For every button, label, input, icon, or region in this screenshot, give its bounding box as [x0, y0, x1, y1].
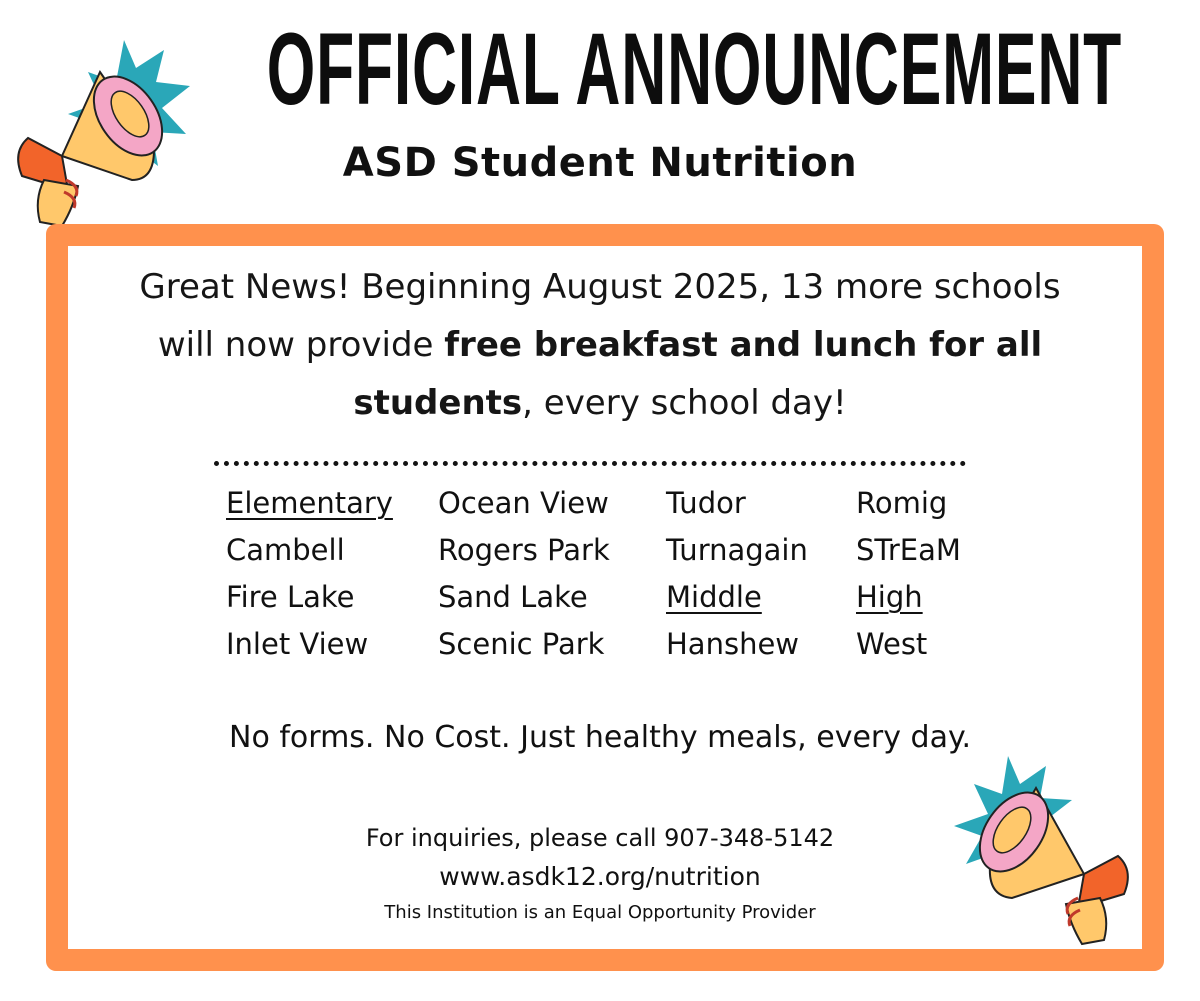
school-name: Rogers Park: [438, 533, 610, 567]
equal-opportunity-statement: This Institution is an Equal Opportunity Provider: [384, 902, 816, 923]
school-name: Sand Lake: [438, 580, 588, 614]
school-name: Tudor: [666, 486, 746, 520]
elementary-heading: Elementary: [226, 486, 393, 520]
school-name: Ocean View: [438, 486, 609, 520]
phone-line: For inquiries, please call 907-348-5142: [365, 824, 835, 852]
intro-paragraph: [120, 258, 1080, 432]
school-name: Hanshew: [666, 627, 800, 661]
school-name: Turnagain: [666, 533, 808, 567]
intro-tail: , every school day!: [522, 383, 847, 423]
school-name: Cambell: [226, 533, 345, 567]
intro-lead: Great News! Beginning August 2025, 13 more schools will now provide: [139, 267, 1061, 365]
intro-emphasis: free breakfast and lunch for all students: [353, 325, 1043, 423]
megaphone-icon: [4, 30, 194, 230]
school-name: Romig: [856, 486, 948, 520]
tagline: No forms. No Cost. Just healthy meals, every day.: [229, 720, 971, 755]
page-title: OFFICIAL ANNOUNCEMENT: [266, 11, 1123, 126]
website-link[interactable]: www.asdk12.org/nutrition: [439, 862, 761, 891]
page-subtitle: ASD Student Nutrition: [342, 140, 858, 186]
middle-heading: Middle: [666, 580, 762, 614]
school-name: West: [856, 627, 928, 661]
school-name: Fire Lake: [226, 580, 355, 614]
school-name: STrEaM: [856, 533, 961, 567]
dotted-divider: [214, 461, 966, 466]
school-name: Inlet View: [226, 627, 369, 661]
school-name: Scenic Park: [438, 627, 605, 661]
high-heading: High: [856, 580, 923, 614]
